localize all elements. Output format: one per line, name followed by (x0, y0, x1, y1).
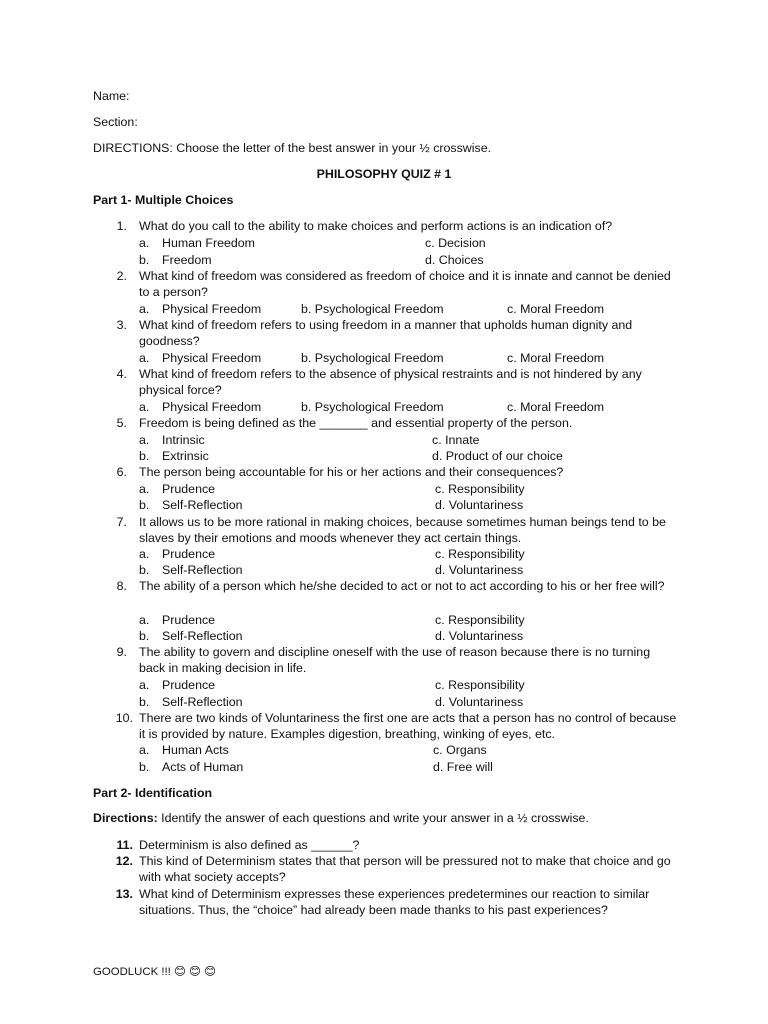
option-a-letter: a. (139, 678, 150, 692)
option-a-letter: a. (139, 236, 150, 250)
option-c: c. Innate (432, 433, 480, 447)
option-b-letter: b. (139, 498, 150, 512)
option-d: d. Free will (433, 760, 493, 774)
question-text: It allows us to be more rational in making choices, because sometimes human beings tend to be slaves by their emotions and moods whenever they act certain things. (139, 515, 666, 546)
question-text: The ability of a person which he/she decided to act or not to act according to his or her free will? (139, 579, 665, 593)
option-a: Physical Freedom (162, 351, 262, 365)
option-a-letter: a. (139, 743, 150, 757)
directions-text: DIRECTIONS: Choose the letter of the best answer in your ½ crosswise. (93, 141, 492, 155)
option-a-letter: a. (139, 433, 150, 447)
question-number: 13. (115, 887, 133, 901)
option-a-letter: a. (139, 351, 150, 365)
question-text: There are two kinds of Voluntariness the first one are acts that a person has no control of because it is provided by nature. Examples digestion, breathing, winking of eyes, etc. (139, 711, 677, 742)
option-b: Extrinsic (162, 449, 209, 463)
quiz-title: PHILOSOPHY QUIZ # 1 (316, 167, 452, 181)
option-c: c. Responsibility (435, 613, 525, 627)
option-c: c. Responsibility (435, 678, 525, 692)
option-a-letter: a. (139, 613, 150, 627)
option-b-letter: b. (139, 563, 150, 577)
part2-directions-text: Identify the answer of each questions and write your answer in a ½ crosswise. (157, 811, 589, 825)
option-a: Intrinsic (162, 433, 205, 447)
option-b-letter: b. (139, 253, 150, 267)
question-number: 7. (116, 515, 127, 529)
option-a: Prudence (162, 678, 216, 692)
option-b-letter: b. (139, 629, 150, 643)
option-b: Self-Reflection (162, 695, 243, 709)
option-a-letter: a. (139, 302, 150, 316)
option-b: Self-Reflection (162, 629, 243, 643)
question-number: 3. (116, 318, 127, 332)
question-text: The person being accountable for his or her actions and their consequences? (139, 465, 564, 479)
option-a: Physical Freedom (162, 302, 262, 316)
option-b-letter: b. (139, 695, 150, 709)
option-b: b. Psychological Freedom (301, 302, 444, 316)
question-text: What do you call to the ability to make choices and perform actions is an indication of? (139, 219, 613, 233)
question-number: 2. (116, 269, 127, 283)
option-a: Prudence (162, 482, 216, 496)
option-c: c. Responsibility (435, 547, 525, 561)
question-text: What kind of freedom refers to using freedom in a manner that upholds human dignity and goodness? (139, 318, 633, 349)
option-b: b. Psychological Freedom (301, 351, 444, 365)
question-number: 9. (116, 645, 127, 659)
option-c: c. Moral Freedom (507, 351, 605, 365)
question-number: 1. (116, 219, 127, 233)
option-a-letter: a. (139, 482, 150, 496)
question-number: 12. (115, 854, 133, 868)
part2-heading: Part 2- Identification (93, 786, 213, 800)
section-label: Section: (93, 115, 138, 129)
footer-goodluck: GOODLUCK !!! 😊 😊 😊 (93, 966, 216, 978)
option-a-letter: a. (139, 547, 150, 561)
part1-heading: Part 1- Multiple Choices (93, 193, 234, 207)
question-text: Freedom is being defined as the _______ and essential property of the person. (139, 416, 573, 430)
option-a: Human Freedom (162, 236, 255, 250)
question-text: The ability to govern and discipline oneself with the use of reason because there is no turning back in making decision in life. (139, 645, 651, 676)
option-d: d. Voluntariness (435, 629, 524, 643)
part2-directions (93, 810, 589, 826)
option-d: d. Choices (425, 253, 484, 267)
option-b: Self-Reflection (162, 563, 243, 577)
option-a-letter: a. (139, 400, 150, 414)
name-label: Name: (93, 89, 130, 103)
question-text: What kind of freedom refers to the absence of physical restraints and is not hindered by any physical force? (139, 367, 642, 398)
question-text: What kind of Determinism expresses these experiences predetermines our reaction to similar situations. Thus, the “choice” had already been made thanks to his past experiences? (139, 887, 650, 918)
option-c: c. Responsibility (435, 482, 525, 496)
option-a: Prudence (162, 547, 216, 561)
option-b: Acts of Human (162, 760, 244, 774)
option-b-letter: b. (139, 760, 150, 774)
option-c: c. Moral Freedom (507, 302, 605, 316)
question-number: 4. (116, 367, 127, 381)
option-c: c. Decision (425, 236, 486, 250)
option-d: d. Voluntariness (435, 563, 524, 577)
question-text: This kind of Determinism states that that person will be pressured not to make that choice and go with what society accepts? (139, 854, 671, 885)
option-a: Prudence (162, 613, 216, 627)
option-b-letter: b. (139, 449, 150, 463)
option-d: d. Voluntariness (435, 498, 524, 512)
question-number: 8. (116, 579, 127, 593)
question-text: What kind of freedom was considered as freedom of choice and it is innate and cannot be denied to a person? (139, 269, 671, 300)
option-b: Self-Reflection (162, 498, 243, 512)
question-number: 5. (116, 416, 127, 430)
option-d: d. Voluntariness (435, 695, 524, 709)
option-a: Human Acts (162, 743, 229, 757)
option-b: Freedom (162, 253, 212, 267)
question-number: 6. (116, 465, 127, 479)
option-d: d. Product of our choice (432, 449, 563, 463)
question-number: 11. (116, 838, 133, 852)
question-text: Determinism is also defined as ______? (139, 838, 360, 852)
option-a: Physical Freedom (162, 400, 262, 414)
part2-directions-label: Directions: (93, 811, 158, 825)
question-number: 10. (115, 711, 133, 725)
option-b: b. Psychological Freedom (301, 400, 444, 414)
option-c: c. Moral Freedom (507, 400, 605, 414)
option-c: c. Organs (433, 743, 487, 757)
